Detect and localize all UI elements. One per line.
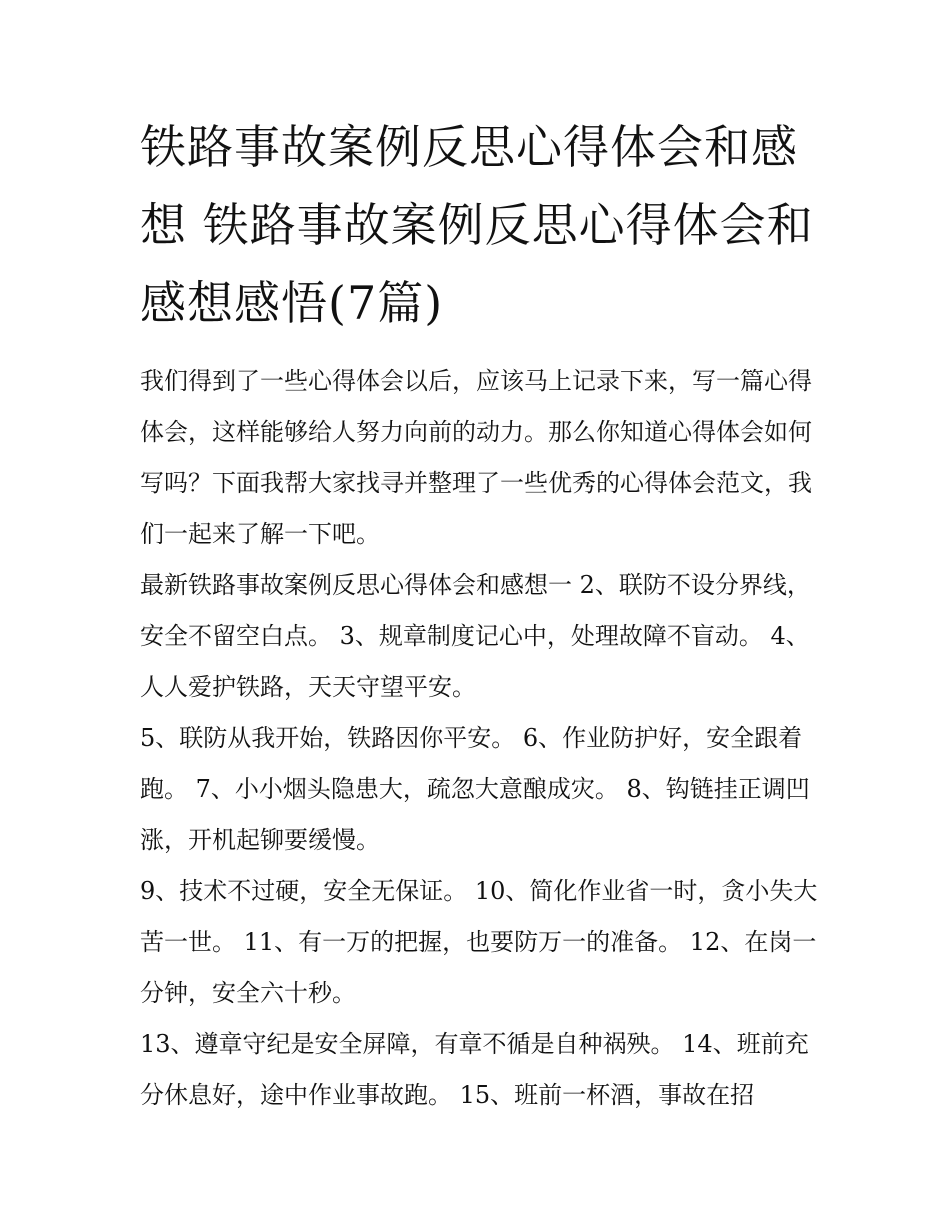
body-paragraph-3: 9、技术不过硬，安全无保证。 10、简化作业省一时，贪小失大苦一世。 11、有一万的把握，也要防万一的准备。 12、在岗一分钟，安全六十秒。 — [140, 877, 818, 1007]
body-paragraph-4: 13、遵章守纪是安全屏障，有章不循是自种祸殃。 14、班前充分休息好，途中作业事故跑。 15、班前一杯酒，事故在招 — [140, 1030, 809, 1109]
document-page — [140, 108, 820, 1121]
body-paragraph-2: 5、联防从我开始，铁路因你平安。 6、作业防护好，安全跟着跑。 7、小小烟头隐患大，疏忽大意酿成灾。 8、钩链挂正调凹涨，开机起铆要缓慢。 — [140, 724, 810, 854]
document-title: 铁路事故案例反思心得体会和感想 铁路事故案例反思心得体会和感想感悟(7篇) — [140, 120, 814, 330]
intro-paragraph: 我们得到了一些心得体会以后，应该马上记录下来，写一篇心得体会，这样能够给人努力向前的动力。那么你知道心得体会如何写吗？下面我帮大家找寻并整理了一些优秀的心得体会范文，我们一起来了解一下吧。 — [140, 367, 812, 548]
body-paragraph-1: 最新铁路事故案例反思心得体会和感想一 2、联防不设分界线，安全不留空白点。 3、规章制度记心中，处理故障不盲动。 4、人人爱护铁路，天天守望平安。 — [140, 571, 811, 701]
